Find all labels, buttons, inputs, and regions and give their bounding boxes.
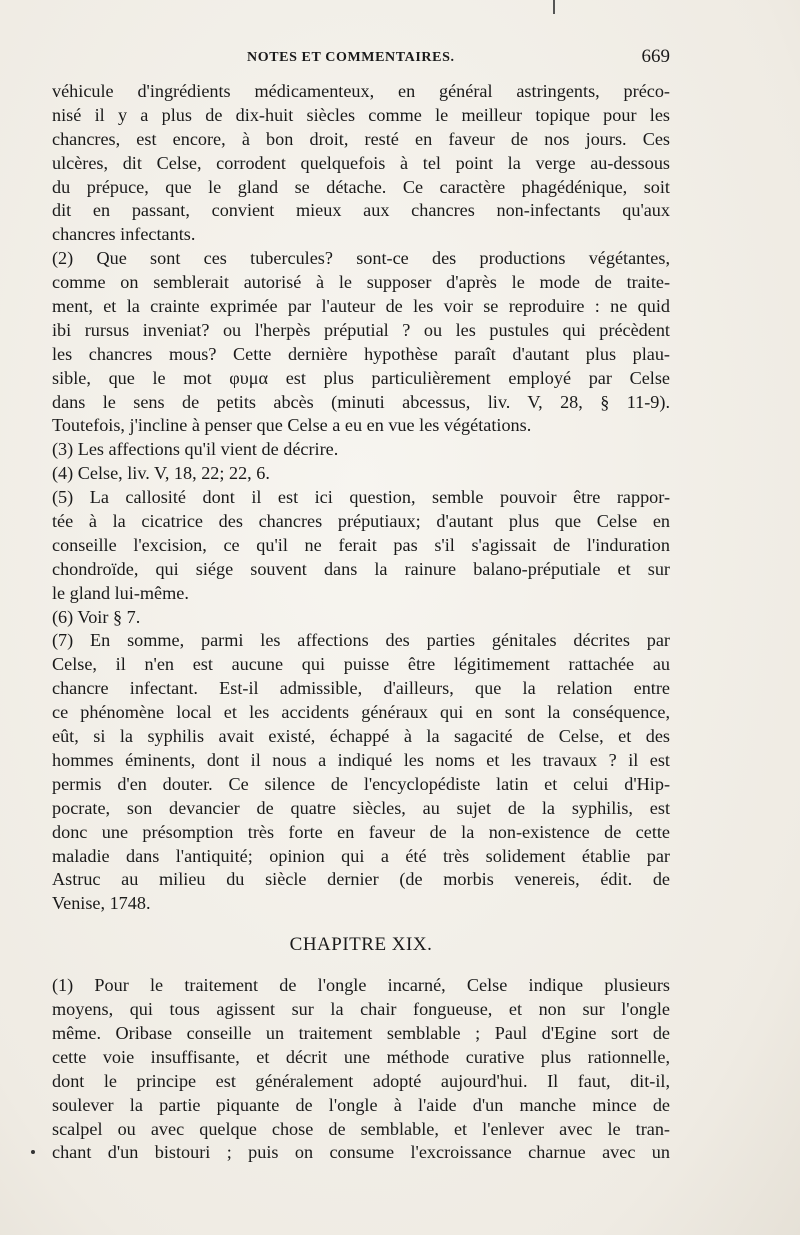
text-line: (7) En somme, parmi les affections des parties génitales décrites par (52, 630, 670, 651)
text-line: même. Oribase conseille un traitement semblable ; Paul d'Egine sort de (52, 1022, 670, 1043)
text-line: chancre infectant. Est-il admissible, d'ailleurs, que la relation entre (52, 678, 670, 699)
text-line: cette voie insuffisante, et décrit une méthode curative plus rationnelle, (52, 1046, 670, 1067)
text-line: (6) Voir § 7. (52, 606, 141, 627)
text-line: moyens, qui tous agissent sur la chair fongueuse, et non sur l'ongle (52, 999, 670, 1020)
text-line: dit en passant, convient mieux aux chancres non-infectants qu'aux (52, 200, 670, 221)
body-text (52, 80, 670, 1165)
text-line: dans le sens de petits abcès (minuti abcessus, liv. V, 28, § 11-9). (52, 391, 670, 412)
page-header (52, 44, 670, 74)
text-line: chondroïde, qui siége souvent dans la rainure balano-préputiale et sur (52, 558, 670, 579)
text-line: ulcères, dit Celse, corrodent quelquefois à tel point la verge au-dessous (52, 152, 670, 173)
text-line: ce phénomène local et les accidents généraux qui en sont la conséquence, (52, 702, 670, 723)
text-line: hommes éminents, dont il nous a indiqué les noms et les travaux ? il est (52, 749, 670, 770)
text-line: Venise, 1748. (52, 893, 151, 914)
chapter-title: CHAPITRE XIX. (289, 934, 433, 956)
text-line: scalpel ou avec quelque chose de semblable, et l'enlever avec le tran- (52, 1118, 670, 1139)
text-line: du prépuce, que le gland se détache. Ce caractère phagédénique, soit (52, 176, 670, 197)
text-line: nisé il y a plus de dix-huit siècles comme le meilleur topique pour les (52, 104, 670, 125)
text-line: donc une présomption très forte en faveur de la non-existence de cette (52, 821, 670, 842)
text-line: Celse, il n'en est aucune qui puisse être légitimement rattachée au (52, 654, 670, 675)
text-line: dont le principe est généralement adopté aujourd'hui. Il faut, dit-il, (52, 1070, 670, 1091)
text-line: (2) Que sont ces tubercules? sont-ce des productions végétantes, (52, 248, 670, 269)
print-mark (553, 0, 555, 14)
text-line: permis d'en douter. Ce silence de l'encyclopédiste latin et celui d'Hip- (52, 773, 670, 794)
text-line: véhicule d'ingrédients médicamenteux, en général astringents, préco- (52, 81, 670, 101)
text-line: Astruc au milieu du siècle dernier (de morbis venereis, édit. de (52, 869, 670, 890)
text-line: le gland lui-même. (52, 582, 189, 603)
text-line: chancres infectants. (52, 224, 196, 245)
text-line: chancres, est encore, à bon droit, resté en faveur de nos jours. Ces (52, 128, 670, 149)
text-line: soulever la partie piquante de l'ongle à l'aide d'un manche mince de (52, 1094, 670, 1115)
text-line: comme on semblerait autorisé à le supposer d'après le mode de traite- (52, 272, 670, 293)
page-number: 669 (641, 46, 670, 67)
text-line: eût, si la syphilis avait existé, échappé à la sagacité de Celse, et des (52, 726, 670, 747)
text-line: pocrate, son devancier de quatre siècles, au sujet de la syphilis, est (52, 797, 670, 818)
text-line: (1) Pour le traitement de l'ongle incarné, Celse indique plusieurs (52, 975, 670, 996)
text-line: (5) La callosité dont il est ici question, semble pouvoir être rappor- (52, 487, 670, 508)
text-line: (3) Les affections qu'il vient de décrire. (52, 439, 339, 460)
text-line: chant d'un bistouri ; puis on consume l'excroissance charnue avec un (52, 1142, 670, 1163)
ink-speck (31, 1150, 35, 1154)
text-line: ment, et la crainte exprimée par l'auteur de les voir se reproduire : ne quid (52, 296, 670, 317)
text-line: ibi rursus inveniat? ou l'herpès préputial ? ou les pustules qui précèdent (52, 319, 670, 340)
text-line: sible, que le mot φυμα est plus particulièrement employé par Celse (52, 367, 670, 388)
text-line: Toutefois, j'incline à penser que Celse a eu en vue les végétations. (52, 415, 532, 436)
text-line: maladie dans l'antiquité; opinion qui a été très solidement établie par (52, 845, 670, 866)
text-line: (4) Celse, liv. V, 18, 22; 22, 6. (52, 463, 270, 484)
text-line: tée à la cicatrice des chancres préputiaux; d'autant plus que Celse en (52, 511, 670, 532)
text-line: les chancres mous? Cette dernière hypothèse paraît d'autant plus plau- (52, 343, 670, 364)
text-line: conseille l'excision, ce qu'il ne ferait pas s'il s'agissait de l'induration (52, 534, 670, 555)
running-title: NOTES ET COMMENTAIRES. (247, 50, 455, 65)
